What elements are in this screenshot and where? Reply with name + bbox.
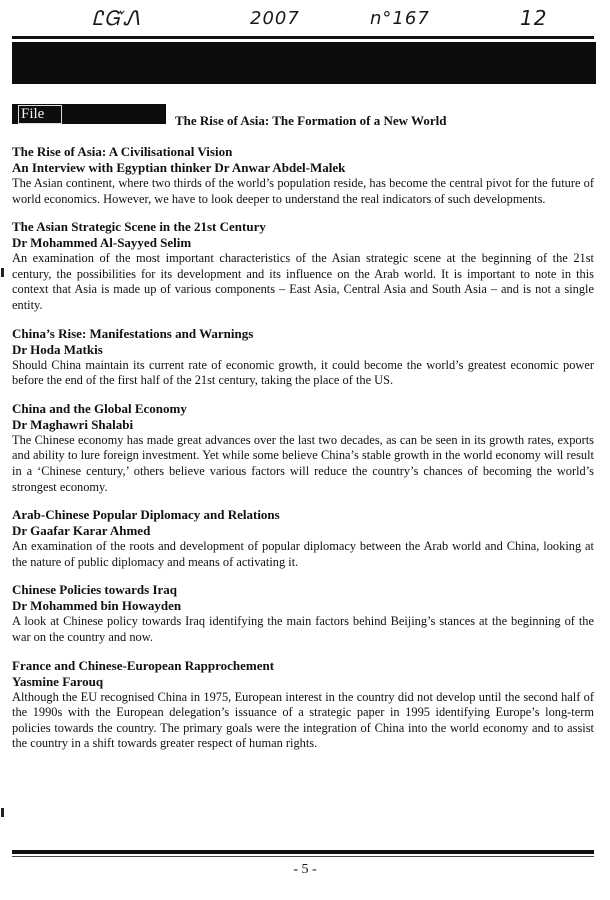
article-title: Arab-Chinese Popular Diplomacy and Relations xyxy=(12,507,280,523)
article-author: Dr Gaafar Karar Ahmed xyxy=(12,523,151,539)
section-title: The Rise of Asia: The Formation of a New World xyxy=(175,113,447,128)
handwritten-issue: n°167 xyxy=(370,8,430,29)
article-summary: Although the EU recognised China in 1975, European interest in the country did not develop until the second half of the 1990s with the European delegation’s issuance of a strategic paper in 1995 identifying Europe’s long-term policies towards the country. The primary goals were the integration of China into the world economy and to assist the country in a shift towards greater respect of human rights. xyxy=(12,689,594,751)
article-author: Dr Hoda Matkis xyxy=(12,341,103,357)
article-summary: An examination of the roots and development of popular diplomacy between the Arab world and China, looking at the nature of public diplomacy and means of activating it. xyxy=(12,539,594,569)
page-number: - 5 - xyxy=(293,862,317,877)
article-author: Dr Mohammed bin Howayden xyxy=(12,598,182,614)
article-item xyxy=(12,144,594,207)
article-summary: The Chinese economy has made great advances over the last two decades, as can be seen in its growth rates, exports and ability to lure foreign investment. Yet while some believe China’s stable growth in the world economy will result in a ‘Chinese century,’ others believe various factors will reduce the country’s chances of becoming the world’s strongest economy. xyxy=(12,432,594,494)
article-item xyxy=(12,326,594,389)
article-item xyxy=(12,219,594,313)
article-title: China’s Rise: Manifestations and Warnings xyxy=(12,325,254,341)
article-title: China and the Global Economy xyxy=(12,400,187,416)
article-author: Yasmine Farouq xyxy=(12,673,104,689)
top-rule xyxy=(12,36,594,39)
handwritten-year: 2007 xyxy=(250,8,300,29)
article-summary: A look at Chinese policy towards Iraq identifying the main factors behind Beijing’s stances at the beginning of the war on the country and now. xyxy=(12,614,594,644)
section-header xyxy=(12,104,596,126)
article-summary: The Asian continent, where two thirds of the world’s population reside, has become the central pivot for the future of world economics. However, we have to look deeper to understand the real indicators of such developments. xyxy=(12,176,594,206)
header-band xyxy=(12,42,596,84)
article-item xyxy=(12,658,594,752)
article-summary: Should China maintain its current rate of economic growth, it could become the world’s greatest economic power before the end of the first half of the 21st century, taking the place of the US. xyxy=(12,357,594,388)
bottom-rule xyxy=(12,850,594,854)
article-title: Chinese Policies towards Iraq xyxy=(12,582,178,598)
article-item xyxy=(12,401,594,495)
article-summary: An examination of the most important characteristics of the Asian strategic scene at the beginning of the 21st century, the possibilities for its development and its influence on the Arab world. It is important to note in this context that Asia is made up of various components – East Asia, Central Asia and South Asia – and is not a single entity. xyxy=(12,251,594,312)
bottom-rule-thin xyxy=(12,856,594,857)
file-tab-label: File xyxy=(18,105,62,124)
article-item xyxy=(12,507,594,570)
scan-mark xyxy=(1,268,4,277)
article-title: France and Chinese-European Rapprochement xyxy=(12,657,275,673)
article-title: The Rise of Asia: A Civilisational Vision xyxy=(12,144,233,159)
article-title: The Asian Strategic Scene in the 21st Century xyxy=(12,219,266,235)
handwritten-page: 12 xyxy=(520,6,548,30)
article-list xyxy=(12,144,594,764)
handwritten-mark: ᏝᏳᏁ xyxy=(92,6,141,30)
article-author: Dr Maghawri Shalabi xyxy=(12,416,134,432)
scan-mark xyxy=(1,808,4,817)
article-author: An Interview with Egyptian thinker Dr Anwar Abdel-Malek xyxy=(12,160,346,175)
article-item xyxy=(12,582,594,645)
file-tab xyxy=(12,104,166,124)
article-author: Dr Mohammed Al-Sayyed Selim xyxy=(12,235,192,251)
